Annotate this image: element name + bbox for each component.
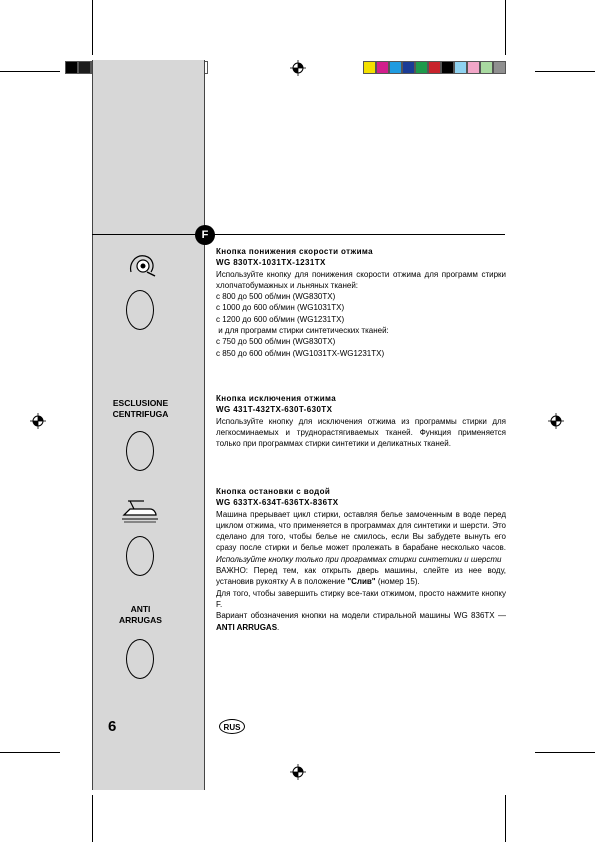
crop-mark bbox=[535, 71, 595, 72]
section-tab-badge bbox=[195, 225, 215, 245]
language-badge: RUS bbox=[219, 719, 245, 734]
spin-exclusion-button[interactable] bbox=[126, 431, 154, 471]
calibration-swatch bbox=[363, 61, 376, 74]
section-title: Кнопка остановки с водой bbox=[216, 487, 331, 496]
water-stop-button[interactable] bbox=[126, 536, 154, 576]
speed-line: с 1200 до 600 об/мин (WG1231TX) bbox=[216, 314, 345, 324]
section-body: Используйте кнопку для исключения отжима из программы стирки для легкосминаемых и труднорастягиваемых тканей. Функция применяется только при программах стирки синтетики и деликатных тканей. bbox=[216, 416, 506, 449]
speed-line: с 800 до 500 об/мин (WG830TX) bbox=[216, 292, 336, 302]
spin-reduction-button[interactable] bbox=[126, 290, 154, 330]
section-body: Машина прерывает цикл стирки, оставляя белье замоченным в воде перед циклом отжима, что применяется в программах для синтетики и шерсти. Это сделано для того, чтобы белье не смилось, если Вы забудете вынуть его сразу после стирки и белье может пролежать в барабане несколько часов. Используйте кнопку только при программах стирки синтетики и шерсти bbox=[216, 509, 506, 564]
speed-line: и для программ стирки синтетических тканей: bbox=[216, 326, 389, 336]
calibration-swatch bbox=[65, 61, 78, 74]
spin-exclusion-label: ESCLUSIONE CENTRIFUGA bbox=[112, 398, 169, 419]
anti-arrugas-button[interactable] bbox=[126, 639, 154, 679]
calibration-swatch bbox=[428, 61, 441, 74]
calibration-swatch bbox=[454, 61, 467, 74]
speed-line: с 850 до 600 об/мин (WG1031TX-WG1231TX) bbox=[216, 348, 385, 358]
spin-reduction-icon bbox=[127, 250, 161, 278]
crop-mark bbox=[0, 71, 60, 72]
page-number: 6 bbox=[108, 718, 117, 735]
calibration-swatch bbox=[480, 61, 493, 74]
section-spin-reduction bbox=[216, 246, 506, 359]
calibration-swatch bbox=[441, 61, 454, 74]
section-body: Для того, чтобы завершить стирку все-таки отжимом, просто нажмите кнопку F. bbox=[216, 588, 506, 609]
calibration-swatch bbox=[493, 61, 506, 74]
section-title: Кнопка понижения скорости отжима bbox=[216, 247, 373, 256]
speed-line: с 750 до 500 об/мин (WG830TX) bbox=[216, 337, 336, 347]
warning-text: ВАЖНО: Перед тем, как открыть дверь машины, слейте из нее воду, установив рукоятку А в положение "Слив" (номер 15). bbox=[216, 566, 506, 587]
registration-target-icon bbox=[290, 764, 306, 780]
crop-mark bbox=[535, 752, 595, 753]
calibration-swatch bbox=[78, 61, 91, 74]
section-tab-letter: F bbox=[201, 229, 209, 241]
section-water-stop bbox=[216, 486, 506, 633]
section-title: Кнопка исключения отжима bbox=[216, 394, 337, 403]
section-body: Вариант обозначения кнопки на модели стиральной машины WG 836TX — ANTI ARRUGAS. bbox=[216, 611, 506, 632]
calibration-swatch bbox=[402, 61, 415, 74]
registration-target-icon bbox=[290, 60, 306, 76]
calibration-swatch bbox=[415, 61, 428, 74]
section-models: WG 830TX-1031TX-1231TX bbox=[216, 258, 326, 268]
crop-mark bbox=[92, 795, 93, 842]
anti-arrugas-label: ANTI ARRUGAS bbox=[119, 604, 162, 625]
calibration-swatch bbox=[467, 61, 480, 74]
section-models: WG 431T-432TX-630T-630TX bbox=[216, 405, 333, 415]
registration-target-icon bbox=[30, 413, 46, 429]
crop-mark bbox=[0, 752, 60, 753]
registration-target-icon bbox=[548, 413, 564, 429]
section-models: WG 633TX-634T-636TX-836TX bbox=[216, 498, 339, 508]
iron-anti-crease-icon bbox=[120, 497, 160, 525]
control-panel-strip bbox=[92, 60, 205, 790]
color-calibration-bar bbox=[363, 61, 506, 74]
crop-mark bbox=[92, 0, 93, 55]
section-rule bbox=[92, 234, 505, 235]
calibration-swatch bbox=[389, 61, 402, 74]
crop-mark bbox=[505, 0, 506, 55]
section-body: Используйте кнопку для понижения скорости отжима для программ стирки хлопчатобумажных и льняных тканей: bbox=[216, 269, 506, 290]
speed-line: с 1000 до 600 об/мин (WG1031TX) bbox=[216, 303, 345, 313]
crop-mark bbox=[505, 795, 506, 842]
section-spin-exclusion bbox=[216, 393, 506, 449]
calibration-swatch bbox=[376, 61, 389, 74]
